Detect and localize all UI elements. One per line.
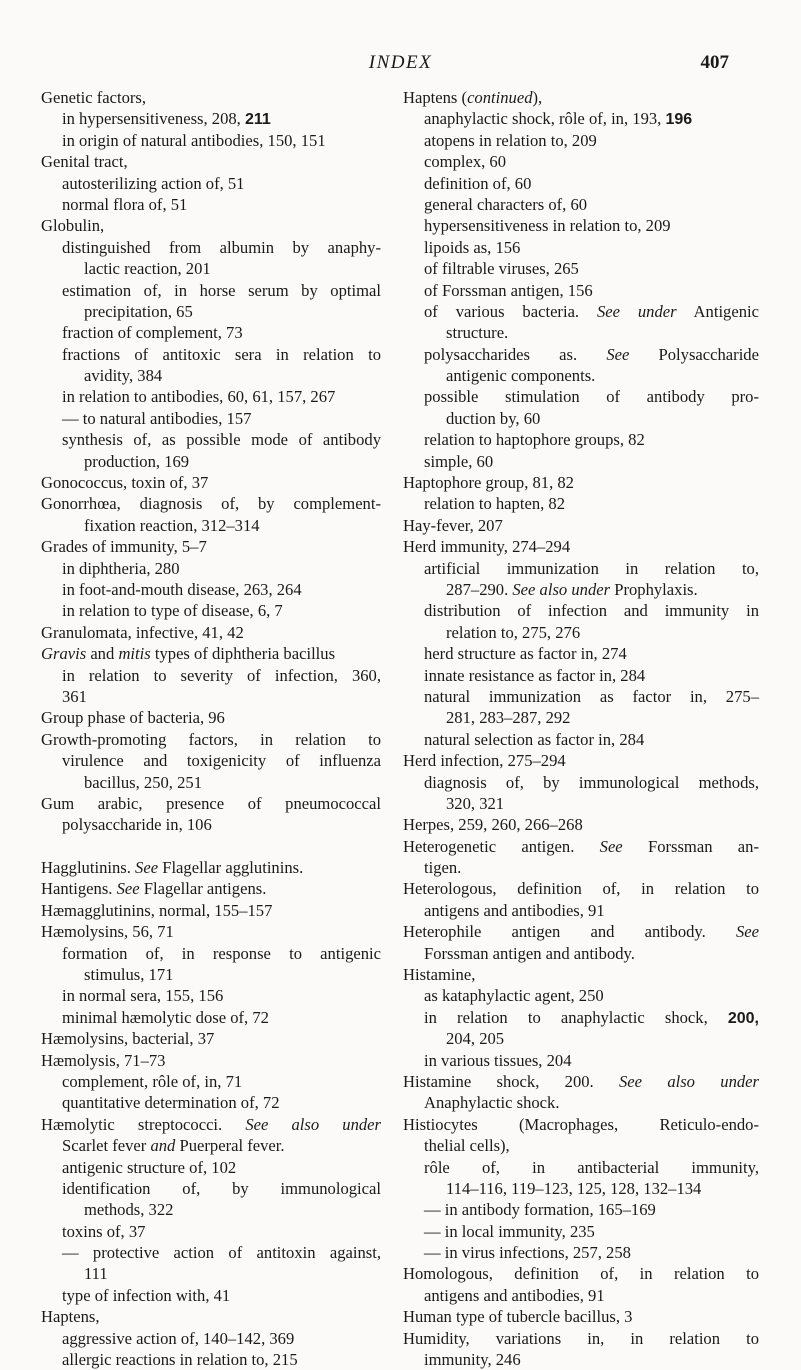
index-subentry (41, 365, 381, 386)
entry-text: allergic reactions in relation to, 215 (62, 1350, 298, 1370)
index-heading (41, 151, 381, 172)
left-column (41, 87, 381, 1370)
entry-text: Humidity, variations in, in relation to (403, 1328, 759, 1348)
entry-text: Flagellar antigens. (139, 879, 267, 899)
entry-text: Forssman an- (622, 836, 759, 856)
index-subentry (403, 451, 759, 472)
italic-text: mitis (118, 644, 151, 664)
index-subentry (403, 429, 759, 450)
index-subentry (41, 1135, 381, 1156)
index-heading (403, 750, 759, 771)
index-heading (403, 964, 759, 985)
entry-text: structure. (446, 323, 509, 343)
entry-text: Homologous, definition of, in relation to (403, 1264, 759, 1284)
entry-text: fractions of antitoxic sera in relation to (62, 344, 381, 364)
index-subentry (403, 365, 759, 386)
index-subentry (403, 130, 759, 151)
entry-text: Genital tract, (41, 152, 128, 172)
index-subentry (41, 1242, 381, 1263)
entry-text: 320, 321 (446, 793, 505, 813)
entry-text: 287–290. (446, 579, 513, 599)
entry-text: relation to, 275, 276 (446, 622, 581, 642)
index-subentry (403, 729, 759, 750)
italic-text: See (735, 922, 759, 942)
entry-text: in relation to type of disease, 6, 7 (62, 601, 283, 621)
index-subentry (403, 408, 759, 429)
index-subentry (403, 1349, 759, 1370)
index-subentry (41, 1285, 381, 1306)
entry-text: Histamine shock, 200. (403, 1071, 619, 1091)
bold-page-ref: 200, (727, 1009, 759, 1027)
entry-text: Growth-promoting factors, in relation to (41, 729, 381, 749)
index-subentry (403, 622, 759, 643)
entry-text: Heterogenetic antigen. (403, 836, 600, 856)
entry-text: 204, 205 (446, 1029, 505, 1049)
entry-text: anaphylactic shock, rôle of, in, 193, (424, 109, 666, 129)
entry-text: in foot-and-mouth disease, 263, 264 (62, 579, 302, 599)
entry-text: in relation to severity of infection, 360, (62, 665, 381, 685)
entry-text: Granulomata, infective, 41, 42 (41, 622, 244, 642)
entry-text: methods, 322 (84, 1200, 174, 1220)
index-heading (41, 857, 381, 878)
index-subentry (41, 322, 381, 343)
entry-text: tigen. (424, 858, 462, 878)
entry-text: atopens in relation to, 209 (424, 130, 597, 150)
index-subentry (403, 793, 759, 814)
index-subentry (41, 600, 381, 621)
entry-text: 361 (62, 686, 87, 706)
index-subentry (41, 301, 381, 322)
index-subentry (41, 344, 381, 365)
index-subentry (403, 108, 759, 129)
entry-text: polysaccharides as. (424, 344, 607, 364)
index-subentry (403, 151, 759, 172)
entry-text: Hæmagglutinins, normal, 155–157 (41, 900, 273, 920)
index-subentry (403, 1178, 759, 1199)
index-heading (41, 707, 381, 728)
index-subentry (41, 1092, 381, 1113)
index-heading (403, 1114, 759, 1135)
index-heading (41, 643, 381, 664)
index-heading (41, 1050, 381, 1071)
index-heading (41, 900, 381, 921)
entry-text: antigens and antibodies, 91 (424, 900, 605, 920)
index-subentry (403, 1242, 759, 1263)
italic-text: See (599, 836, 623, 856)
index-subentry (403, 1050, 759, 1071)
index-subentry (403, 1157, 759, 1178)
index-heading (41, 729, 381, 750)
index-heading (403, 536, 759, 557)
index-subentry (41, 1178, 381, 1199)
index-subentry (41, 772, 381, 793)
index-subentry (403, 1028, 759, 1049)
entry-text: Hantigens. (41, 879, 117, 899)
index-heading (403, 1263, 759, 1284)
entry-text: relation to haptophore groups, 82 (424, 430, 645, 450)
entry-text: antigens and antibodies, 91 (424, 1285, 605, 1305)
index-subentry (403, 707, 759, 728)
index-heading (41, 215, 381, 236)
entry-text: distribution of infection and immunity in (424, 601, 759, 621)
index-subentry (41, 964, 381, 985)
entry-text: distinguished from albumin by anaphy- (62, 237, 381, 257)
entry-text: Heterophile antigen and antibody. (403, 922, 736, 942)
entry-text: synthesis of, as possible mode of antibody (62, 430, 381, 450)
entry-text: types of diphtheria bacillus (150, 644, 336, 664)
index-subentry (41, 579, 381, 600)
index-heading (403, 878, 759, 899)
index-subentry (41, 985, 381, 1006)
entry-text: hypersensitiveness in relation to, 209 (424, 216, 671, 236)
entry-text: natural selection as factor in, 284 (424, 729, 645, 749)
index-subentry (41, 1007, 381, 1028)
entry-text: 114–116, 119–123, 125, 128, 132–134 (446, 1178, 702, 1198)
entry-text: relation to hapten, 82 (424, 494, 566, 514)
entry-text: possible stimulation of antibody pro- (424, 387, 759, 407)
entry-text: Hæmolysis, 71–73 (41, 1050, 166, 1070)
entry-text: precipitation, 65 (84, 301, 193, 321)
index-subentry (403, 985, 759, 1006)
entry-text: 111 (84, 1264, 108, 1284)
index-heading (41, 87, 381, 108)
entry-text: antigenic components. (446, 366, 596, 386)
entry-text: in various tissues, 204 (424, 1050, 572, 1070)
index-heading (41, 493, 381, 514)
index-subentry (41, 1349, 381, 1370)
entry-text: of filtrable viruses, 265 (424, 259, 579, 279)
entry-text: stimulus, 171 (84, 965, 174, 985)
entry-text: Forssman antigen and antibody. (424, 943, 635, 963)
entry-text: Flagellar agglutinins. (158, 858, 304, 878)
index-subentry (41, 1221, 381, 1242)
index-heading (41, 472, 381, 493)
entry-text: minimal hæmolytic dose of, 72 (62, 1007, 269, 1027)
entry-text: Herd immunity, 274–294 (403, 537, 571, 557)
entry-text: natural immunization as factor in, 275– (424, 686, 759, 706)
index-heading (41, 1028, 381, 1049)
index-heading (403, 87, 759, 108)
entry-text: toxins of, 37 (62, 1221, 146, 1241)
index-heading (403, 515, 759, 536)
entry-text: lactic reaction, 201 (84, 259, 211, 279)
italic-text: See under (596, 301, 677, 321)
entry-text: — in local immunity, 235 (424, 1221, 595, 1241)
entry-text: — protective action of antitoxin against, (62, 1243, 381, 1263)
entry-text: Hay-fever, 207 (403, 515, 503, 535)
entry-text: Polysaccharide (629, 344, 759, 364)
index-subentry (41, 258, 381, 279)
entry-text: in normal sera, 155, 156 (62, 986, 224, 1006)
index-subentry (41, 665, 381, 686)
index-subentry (403, 1221, 759, 1242)
entry-text: Gum arabic, presence of pneumococcal (41, 793, 381, 813)
bold-page-ref: 211 (244, 111, 271, 129)
entry-text: production, 169 (84, 451, 190, 471)
index-subentry (41, 1328, 381, 1349)
index-subentry (403, 258, 759, 279)
entry-text: Hæmolysins, bacterial, 37 (41, 1029, 215, 1049)
entry-text: Human type of tubercle bacillus, 3 (403, 1307, 633, 1327)
index-subentry (403, 558, 759, 579)
entry-text: ), (532, 88, 543, 107)
index-heading (403, 814, 759, 835)
index-heading (403, 1071, 759, 1092)
index-subentry (403, 857, 759, 878)
entry-text: fraction of complement, 73 (62, 323, 243, 343)
index-subentry (41, 429, 381, 450)
italic-text: continued (467, 88, 533, 107)
index-heading (41, 793, 381, 814)
italic-text: See (116, 879, 140, 899)
entry-text: Grades of immunity, 5–7 (41, 537, 207, 557)
index-heading (403, 836, 759, 857)
entry-text: antigenic structure of, 102 (62, 1157, 237, 1177)
index-subentry (403, 686, 759, 707)
index-subentry (403, 1007, 759, 1028)
index-subentry (41, 280, 381, 301)
entry-text: of Forssman antigen, 156 (424, 280, 593, 300)
section-gap (41, 836, 381, 857)
entry-text: rôle of, in antibacterial immunity, (424, 1157, 759, 1177)
index-subentry (41, 943, 381, 964)
entry-text: 281, 283–287, 292 (446, 708, 571, 728)
entry-text: Scarlet fever (62, 1136, 151, 1156)
index-subentry (41, 386, 381, 407)
index-subentry (403, 665, 759, 686)
entry-text: Hagglutinins. (41, 858, 136, 878)
entry-text: in relation to antibodies, 60, 61, 157, 267 (62, 387, 336, 407)
index-subentry (41, 1263, 381, 1284)
entry-text: Herpes, 259, 260, 266–268 (403, 815, 583, 835)
entry-text: Herd infection, 275–294 (403, 751, 566, 771)
index-subentry (41, 1199, 381, 1220)
page-number: 407 (700, 52, 729, 73)
index-subentry (403, 386, 759, 407)
entry-text: fixation reaction, 312–314 (84, 515, 260, 535)
entry-text: — in antibody formation, 165–169 (424, 1200, 656, 1220)
italic-text: See also under (512, 579, 611, 599)
entry-text: Puerperal fever. (175, 1136, 285, 1156)
entry-text: in hypersensitiveness, 208, (62, 109, 245, 129)
entry-text: Heterologous, definition of, in relation to (403, 879, 759, 899)
page-header (0, 52, 801, 76)
entry-text: simple, 60 (424, 451, 494, 471)
index-subentry (41, 1071, 381, 1092)
index-subentry (41, 451, 381, 472)
index-subentry (41, 814, 381, 835)
entry-text: of various bacteria. (424, 301, 597, 321)
index-heading (41, 921, 381, 942)
entry-text: complement, rôle of, in, 71 (62, 1071, 243, 1091)
entry-text: in diphtheria, 280 (62, 558, 180, 578)
index-subentry (403, 1199, 759, 1220)
entry-text: immunity, 246 (424, 1350, 521, 1370)
index-heading (403, 921, 759, 942)
entry-text: formation of, in response to antigenic (62, 943, 381, 963)
index-heading (403, 1306, 759, 1327)
index-subentry (41, 130, 381, 151)
index-subentry (403, 900, 759, 921)
index-heading (41, 1114, 381, 1135)
index-subentry (403, 600, 759, 621)
entry-text: diagnosis of, by immunological methods, (424, 772, 759, 792)
index-subentry (403, 943, 759, 964)
entry-text: — in virus infections, 257, 258 (424, 1243, 631, 1263)
entry-text: lipoids as, 156 (424, 237, 521, 257)
italic-text: Gravis (41, 644, 87, 664)
index-heading (41, 622, 381, 643)
entry-text: virulence and toxigenicity of influenza (62, 751, 381, 771)
entry-text: Anaphylactic shock. (424, 1093, 560, 1113)
entry-text: quantitative determination of, 72 (62, 1093, 280, 1113)
italic-text: See (606, 344, 630, 364)
entry-text: Gonorrhœa, diagnosis of, by complement- (41, 494, 381, 514)
entry-text: autosterilizing action of, 51 (62, 173, 245, 193)
entry-text: polysaccharide in, 106 (62, 815, 212, 835)
index-subentry (41, 515, 381, 536)
index-subentry (403, 215, 759, 236)
entry-text: and (86, 644, 119, 664)
entry-text: innate resistance as factor in, 284 (424, 665, 646, 685)
bold-page-ref: 196 (665, 111, 693, 129)
index-subentry (403, 344, 759, 365)
italic-text: See also under (245, 1114, 381, 1134)
index-subentry (403, 301, 759, 322)
index-subentry (403, 1092, 759, 1113)
index-subentry (403, 643, 759, 664)
entry-text: as kataphylactic agent, 250 (424, 986, 604, 1006)
entry-text: duction by, 60 (446, 408, 541, 428)
index-subentry (403, 194, 759, 215)
entry-text: thelial cells), (424, 1136, 510, 1156)
index-heading (41, 536, 381, 557)
index-subentry (403, 1285, 759, 1306)
right-column (403, 87, 759, 1370)
index-subentry (403, 237, 759, 258)
index-subentry (403, 579, 759, 600)
index-subentry (403, 772, 759, 793)
index-subentry (41, 173, 381, 194)
entry-text: Globulin, (41, 216, 105, 236)
entry-text: in relation to anaphylactic shock, (424, 1007, 728, 1027)
entry-text: estimation of, in horse serum by optimal (62, 280, 381, 300)
index-subentry (41, 237, 381, 258)
entry-text: bacillus, 250, 251 (84, 772, 202, 792)
index-heading (41, 878, 381, 899)
entry-text: Haptophore group, 81, 82 (403, 473, 574, 493)
index-heading (403, 472, 759, 493)
entry-text: in origin of natural antibodies, 150, 151 (62, 130, 326, 150)
italic-text: See also under (619, 1071, 759, 1091)
entry-text: type of infection with, 41 (62, 1285, 231, 1305)
entry-text: Hæmolytic streptococci. (41, 1114, 246, 1134)
entry-text: Hæmolysins, 56, 71 (41, 922, 174, 942)
entry-text: identification of, by immunological (62, 1178, 381, 1198)
index-subentry (41, 558, 381, 579)
index-subentry (41, 750, 381, 771)
entry-text: Gonococcus, toxin of, 37 (41, 473, 209, 493)
index-subentry (41, 408, 381, 429)
entry-text: Histiocytes (Macrophages, Reticulo-endo- (403, 1114, 759, 1134)
index-subentry (41, 686, 381, 707)
entry-text: normal flora of, 51 (62, 194, 188, 214)
index-subentry (403, 280, 759, 301)
entry-text: definition of, 60 (424, 173, 532, 193)
entry-text: herd structure as factor in, 274 (424, 644, 627, 664)
entry-text: avidity, 384 (84, 366, 163, 386)
entry-text: general characters of, 60 (424, 194, 588, 214)
index-heading (403, 1328, 759, 1349)
italic-text: See (135, 858, 159, 878)
index-subentry (403, 493, 759, 514)
index-subentry (41, 194, 381, 215)
italic-text: and (150, 1136, 176, 1156)
entry-text: complex, 60 (424, 152, 507, 172)
entry-text: Haptens, (41, 1307, 100, 1327)
entry-text: Haptens ( (403, 88, 468, 107)
entry-text: Prophylaxis. (610, 579, 698, 599)
index-subentry (403, 1135, 759, 1156)
entry-text: Histamine, (403, 965, 476, 985)
index-heading (41, 1306, 381, 1327)
index-subentry (41, 1157, 381, 1178)
entry-text: Antigenic (676, 301, 759, 321)
entry-text: — to natural antibodies, 157 (62, 408, 252, 428)
index-subentry (41, 108, 381, 129)
entry-text: Group phase of bacteria, 96 (41, 708, 225, 728)
entry-text: artificial immunization in relation to, (424, 558, 759, 578)
index-subentry (403, 322, 759, 343)
index-subentry (403, 173, 759, 194)
entry-text: Genetic factors, (41, 88, 147, 107)
entry-text: aggressive action of, 140–142, 369 (62, 1328, 295, 1348)
running-title: INDEX (368, 52, 433, 73)
